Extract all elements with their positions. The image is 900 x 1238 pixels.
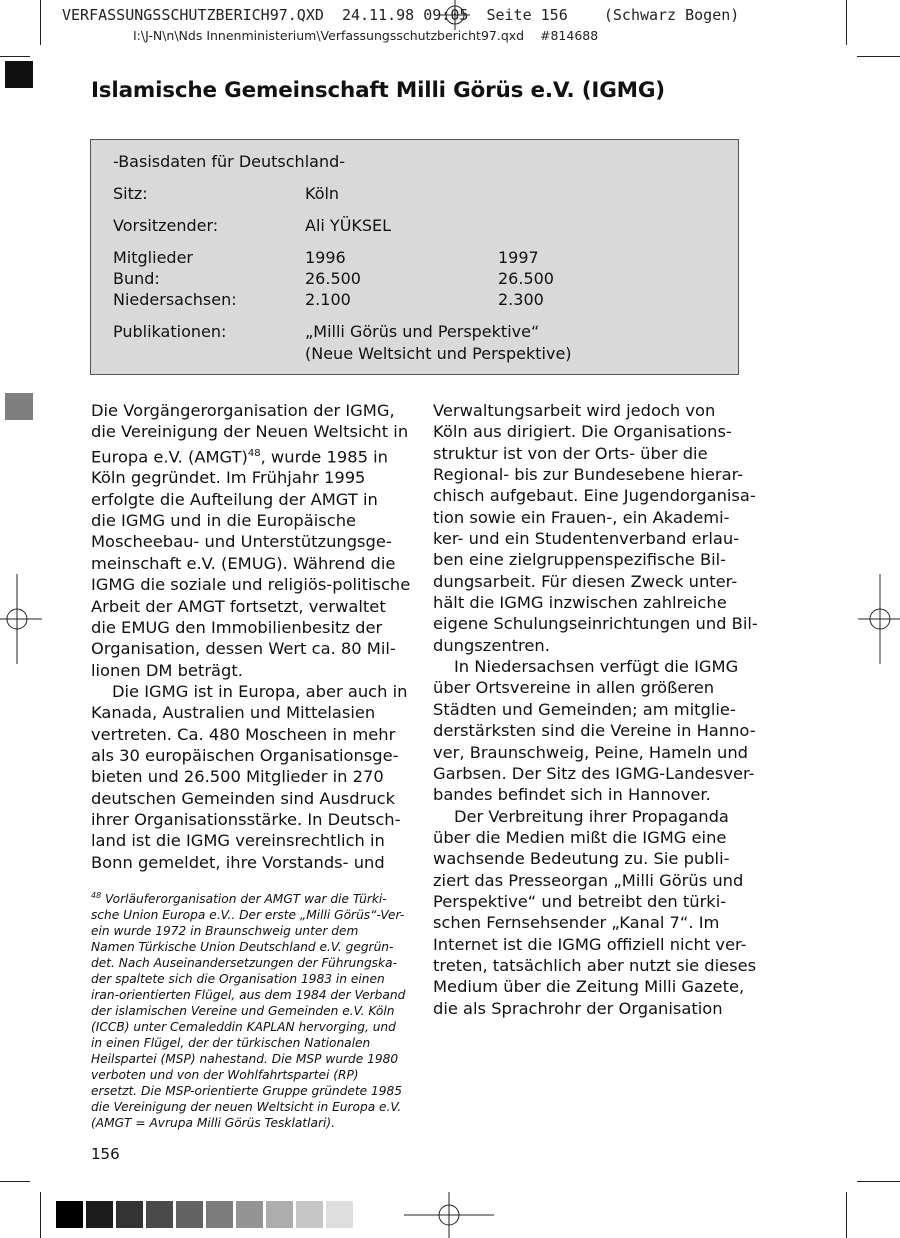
- margin-black-square: [5, 61, 33, 88]
- text-line: lionen DM beträgt.: [91, 660, 243, 680]
- text-line: land ist die IGMG vereinsrechtlich in: [91, 831, 385, 851]
- text-line: ker- und ein Studentenverband erlau-: [433, 529, 740, 549]
- publikationen-value-translation: (Neue Weltsicht und Perspektive): [305, 344, 572, 363]
- body-text-right-column: [433, 400, 758, 1019]
- print-slug-path: I:\J-N\n\Nds Innenministerium\Verfassungsschutzbericht97.qxd #814688: [133, 28, 599, 43]
- footnote-line: in einen Flügel, der der türkischen Nationalen: [91, 1036, 371, 1051]
- grayscale-swatch: [296, 1201, 323, 1228]
- crop-mark-top-right-horizontal: [857, 56, 900, 57]
- footnote-line: det. Nach Auseinandersetzungen der Führungska-: [91, 956, 397, 971]
- registration-mark-top-icon: [440, 0, 470, 30]
- bund-1997-value: 26.500: [498, 269, 554, 288]
- niedersachsen-label: Niedersachsen:: [113, 290, 237, 309]
- grayscale-swatch: [266, 1201, 293, 1228]
- year-1996-header: 1996: [305, 248, 346, 267]
- grayscale-swatch: [176, 1201, 203, 1228]
- text-line: die EMUG den Immobilienbesitz der: [91, 617, 383, 637]
- text-line: ziert das Presseorgan „Milli Görüs und: [433, 870, 744, 890]
- footnote-48: [91, 888, 406, 1131]
- crop-mark-bottom-left-vertical: [40, 1192, 41, 1238]
- body-text-left-column: [91, 400, 411, 873]
- footnote-line: iran-orientierten Flügel, aus dem 1984 der Verband: [91, 988, 406, 1003]
- grayscale-swatch: [116, 1201, 143, 1228]
- text-line: ver, Braunschweig, Peine, Hameln und: [433, 742, 749, 762]
- text-fragment: , wurde 1985 in: [260, 447, 388, 467]
- text-line: Städten und Gemeinden; am mitglie-: [433, 699, 736, 719]
- crop-mark-bottom-right-vertical: [846, 1192, 847, 1238]
- bund-label: Bund:: [113, 269, 160, 288]
- niedersachsen-1997-value: 2.300: [498, 290, 544, 309]
- text-line: vertreten. Ca. 480 Moscheen in mehr: [91, 724, 396, 744]
- text-line: schen Fernsehsender „Kanal 7“. Im: [433, 913, 720, 933]
- footnote-line: ein wurde 1972 in Braunschweig unter dem: [91, 924, 359, 939]
- text-line: Internet ist die IGMG offiziell nicht ver-: [433, 934, 747, 954]
- grayscale-swatch: [206, 1201, 233, 1228]
- text-line: bieten und 26.500 Mitglieder in 270: [91, 767, 384, 787]
- text-line: die IGMG und in die Europäische: [91, 511, 357, 531]
- mitglieder-label: Mitglieder: [113, 248, 193, 267]
- text-line: dungszentren.: [433, 635, 550, 655]
- text-line: deutschen Gemeinden sind Ausdruck: [91, 788, 396, 808]
- footnote-line: der islamischen Vereine und Gemeinden e.V. Köln: [91, 1004, 395, 1019]
- text-line: Verwaltungsarbeit wird jedoch von: [433, 401, 716, 420]
- text-line: Moscheebau- und Unterstützungsge-: [91, 532, 392, 552]
- footnote-line: [91, 888, 396, 907]
- text-line: Der Verbreitung ihrer Propaganda: [454, 806, 729, 826]
- text-line: die Vereinigung der Neuen Weltsicht in: [91, 422, 409, 442]
- margin-grey-square: [5, 393, 33, 420]
- text-line: wachsende Bedeutung zu. Sie publi-: [433, 849, 730, 869]
- footnote-line: der spaltete sich die Organisation 1983 in einen: [91, 972, 385, 987]
- crop-mark-top-left-vertical: [40, 0, 41, 45]
- text-line: Organisation, dessen Wert ca. 80 Mil-: [91, 639, 396, 659]
- page-number: 156: [91, 1145, 120, 1163]
- text-line: Bonn gemeldet, ihre Vorstands- und: [91, 852, 385, 872]
- publikationen-label: Publikationen:: [113, 322, 227, 341]
- footnote-line: die Vereinigung der neuen Weltsicht in Europa e.V.: [91, 1100, 402, 1115]
- text-line: treten, tatsächlich aber nutzt sie dieses: [433, 955, 757, 975]
- text-line: Die Vorgängerorganisation der IGMG,: [91, 401, 395, 420]
- page-title: Islamische Gemeinschaft Milli Görüs e.V. (IGMG): [91, 78, 665, 103]
- text-line: über die Medien mißt die IGMG eine: [433, 827, 727, 847]
- text-line: Köln aus dirigiert. Die Organisations-: [433, 422, 732, 442]
- text-line: ben eine zielgruppenspezifische Bil-: [433, 550, 727, 570]
- footnote-line: Namen Türkische Union Deutschland e.V. gegrün-: [91, 940, 394, 955]
- crop-mark-bottom-left-horizontal: [0, 1181, 30, 1182]
- bund-1996-value: 26.500: [305, 269, 361, 288]
- text-line: Arbeit der AMGT fortsetzt, verwaltet: [91, 596, 386, 616]
- infobox-heading: -Basisdaten für Deutschland-: [113, 152, 346, 171]
- text-fragment: Vorläuferorganisation der AMGT war die Türki-: [101, 892, 387, 907]
- text-line: ihrer Organisationsstärke. In Deutsch-: [91, 809, 401, 829]
- footnote-line: (AMGT = Avrupa Milli Görüs Tesklatlari).: [91, 1116, 335, 1131]
- text-line: In Niedersachsen verfügt die IGMG: [454, 657, 739, 677]
- sitz-value: Köln: [305, 184, 340, 203]
- grayscale-swatch: [326, 1201, 353, 1228]
- text-line: derstärksten sind die Vereine in Hanno-: [433, 721, 756, 741]
- text-line: als 30 europäischen Organisationsge-: [91, 745, 399, 765]
- text-line: Kanada, Australien und Mittelasien: [91, 703, 376, 723]
- text-line: erfolgte die Aufteilung der AMGT in: [91, 489, 378, 509]
- footnote-line: Heilspartei (MSP) nahestand. Die MSP wurde 1980: [91, 1052, 399, 1067]
- text-line: meinschaft e.V. (EMUG). Während die: [91, 553, 396, 573]
- year-1997-header: 1997: [498, 248, 539, 267]
- grayscale-swatch: [86, 1201, 113, 1228]
- text-line: struktur ist von der Orts- über die: [433, 443, 708, 463]
- crop-mark-top-left-horizontal: [0, 56, 30, 57]
- vorsitzender-value: Ali YÜKSEL: [305, 216, 392, 235]
- footnote-reference: 48: [247, 447, 261, 459]
- registration-mark-right-icon: [858, 574, 900, 664]
- text-line: eigene Schulungseinrichtungen und Bil-: [433, 614, 758, 634]
- text-fragment: Europa e.V. (AMGT): [91, 447, 248, 467]
- footnote-line: ersetzt. Die MSP-orientierte Gruppe gründete 1985: [91, 1084, 403, 1099]
- text-line: tion sowie ein Frauen-, ein Akademi-: [433, 507, 730, 527]
- niedersachsen-1996-value: 2.100: [305, 290, 351, 309]
- text-line: über Ortsvereine in allen größeren: [433, 678, 715, 698]
- text-line: Garbsen. Der Sitz des IGMG-Landesver-: [433, 763, 755, 783]
- text-line: Die IGMG ist in Europa, aber auch in: [112, 681, 408, 701]
- text-line: Medium über die Zeitung Milli Gazete,: [433, 977, 745, 997]
- publikationen-value-title: „Milli Görüs und Perspektive“: [305, 322, 540, 341]
- text-line: die als Sprachrohr der Organisation: [433, 998, 723, 1018]
- sitz-label: Sitz:: [113, 184, 148, 203]
- crop-mark-bottom-right-horizontal: [857, 1181, 900, 1182]
- vorsitzender-label: Vorsitzender:: [113, 216, 219, 235]
- text-line: Regional- bis zur Bundesebene hierar-: [433, 465, 744, 485]
- text-line: chisch aufgebaut. Eine Jugendorganisa-: [433, 486, 756, 506]
- footnote-line: sche Union Europa e.V.. Der erste „Milli Görüs“-Ver-: [91, 908, 405, 923]
- text-line: hält die IGMG inzwischen zahlreiche: [433, 593, 727, 613]
- registration-mark-bottom-icon: [404, 1192, 494, 1238]
- registration-mark-left-icon: [0, 574, 42, 664]
- grayscale-swatch: [146, 1201, 173, 1228]
- footnote-line: (ICCB) unter Cemaleddin KAPLAN hervorging, und: [91, 1020, 396, 1035]
- footnote-number: 48: [91, 891, 102, 900]
- crop-mark-top-right-vertical: [846, 0, 847, 45]
- grayscale-calibration-bar: [56, 1201, 356, 1228]
- text-line: bandes befindet sich in Hannover.: [433, 785, 711, 805]
- grayscale-swatch: [236, 1201, 263, 1228]
- text-line: Köln gegründet. Im Frühjahr 1995: [91, 468, 366, 488]
- footnote-line: verboten und von der Wohlfahrtspartei (RP): [91, 1068, 359, 1083]
- text-line: Perspektive“ und betreibt den türki-: [433, 891, 727, 911]
- text-line: IGMG die soziale und religiös-politische: [91, 575, 411, 595]
- grayscale-swatch: [56, 1201, 83, 1228]
- basisdaten-infobox: [90, 139, 739, 375]
- text-line: dungsarbeit. Für diesen Zweck unter-: [433, 571, 738, 591]
- text-line: [91, 443, 401, 468]
- print-slug-filename: VERFASSUNGSSCHUTZBERICH97.QXD 24.11.98 09:05 Seite 156 (Schwarz Bogen): [62, 6, 740, 24]
